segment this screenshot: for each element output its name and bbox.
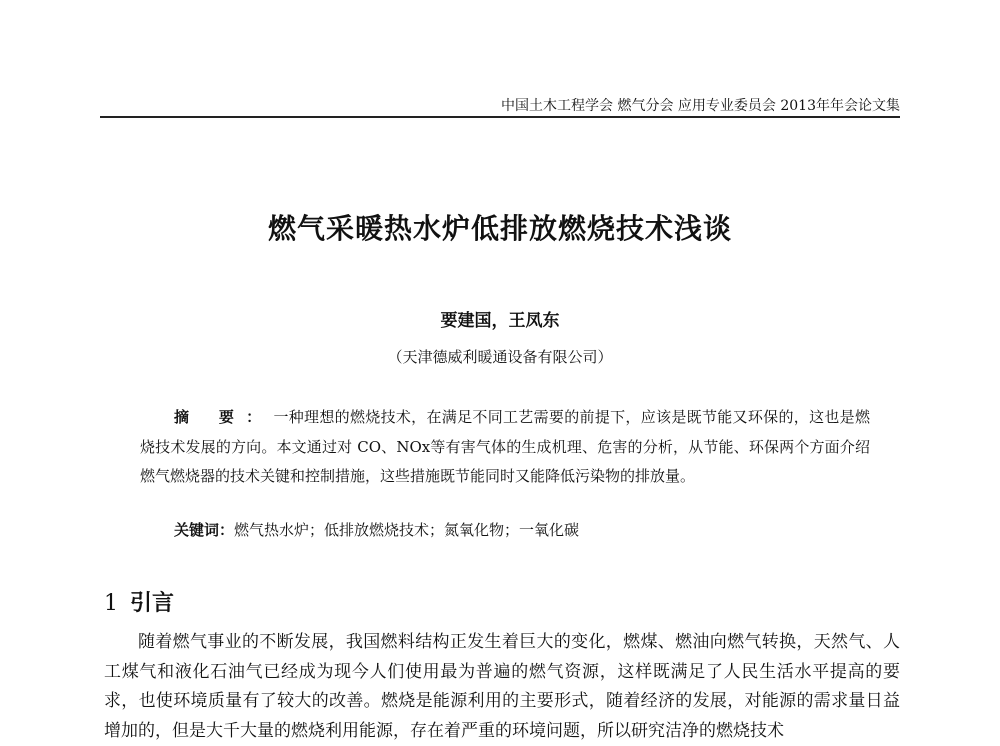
abstract <box>140 403 870 492</box>
keywords-label: 关键词： <box>174 521 235 539</box>
paper-affiliation: （天津德威利暖通设备有限公司） <box>387 348 613 366</box>
keywords <box>174 518 874 542</box>
running-head: 中国土木工程学会 燃气分会 应用专业委员会 2013年年会论文集 <box>501 98 900 114</box>
keywords-text: 燃气热水炉；低排放燃烧技术；氮氧化物；一氧化碳 <box>234 521 580 539</box>
header-rule <box>100 116 900 118</box>
paper-authors: 要建国，王凤东 <box>440 311 560 331</box>
section-heading <box>104 586 174 617</box>
body-paragraph: 随着燃气事业的不断发展，我国燃料结构正发生着巨大的变化，燃煤、燃油向燃气转换，天然气、人工煤气和液化石油气已经成为现今人们使用最为普遍的燃气资源，这样既满足了人民生活水平提高的要求，也使环境质量有了较大的改善。燃烧是能源利用的主要形式，随着经济的发展，对能源的需求量日益增加的，但是大千大量的燃烧利用能源，存在着严重的环境问题，所以研究洁净的燃烧技术 <box>104 632 900 741</box>
section-title: 引言 <box>130 591 175 616</box>
paper-title: 燃气采暖热水炉低排放燃烧技术浅谈 <box>267 212 732 245</box>
abstract-text: 一种理想的燃烧技术，在满足不同工艺需要的前提下，应该是既节能又环保的，这也是燃烧技术发展的方向。本文通过对 CO、NOx等有害气体的生成机理、危害的分析，从节能、环保两个方面介绍燃气燃烧器的技术关键和控制措施，这些措施既节能同时又能降低污染物的排放量。 <box>140 408 870 485</box>
section-number: 1 <box>104 591 118 616</box>
abstract-label: 摘 要： <box>174 408 274 426</box>
